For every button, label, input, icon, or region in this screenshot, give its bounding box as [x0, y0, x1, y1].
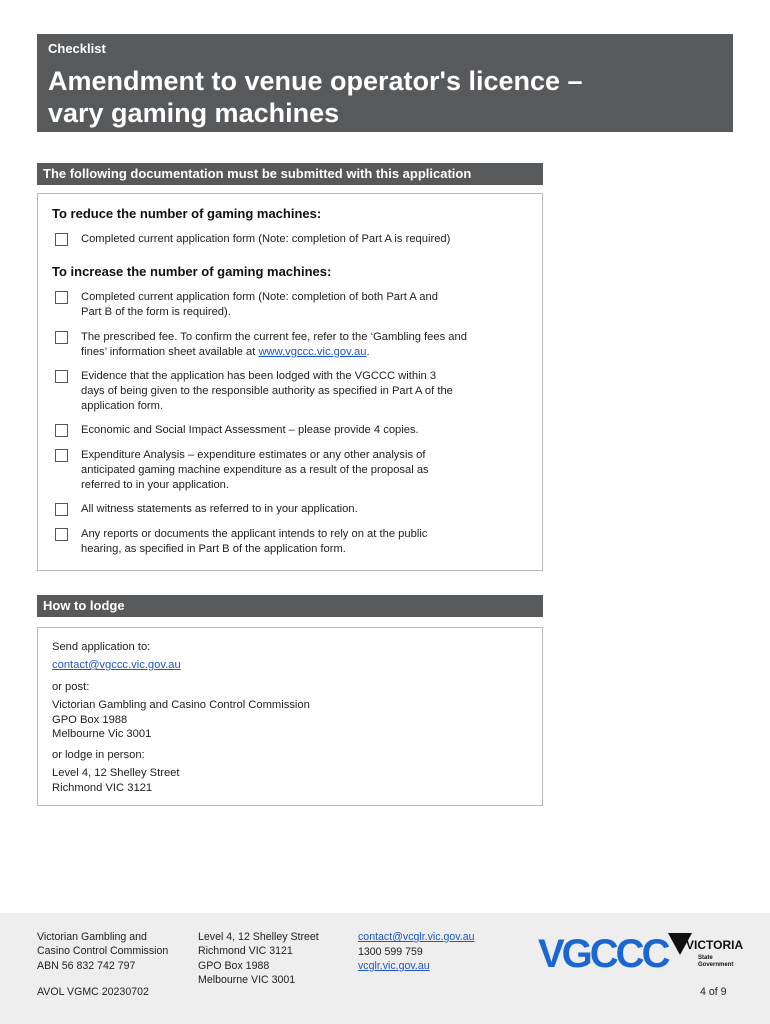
- checklist-item-text: Evidence that the application has been lodged with the VGCCC within 3 days of being given to the responsible authority as specified in Part A of the application form.: [81, 370, 453, 412]
- page-footer: [0, 913, 770, 1024]
- victoria-government-logo: [666, 931, 744, 976]
- reduce-heading: To reduce the number of gaming machines:: [52, 206, 322, 221]
- increase-heading: To increase the number of gaming machines:: [52, 264, 332, 279]
- person-heading: or lodge in person:: [52, 749, 145, 761]
- footer-phone: 1300 599 759: [358, 945, 423, 958]
- checklist-item-text: Completed current application form (Note: completion of both Part A and Part B of the form is required).: [81, 291, 438, 318]
- page-title-line-2: vary gaming machines: [48, 98, 340, 128]
- checklist-section-bar: The following documentation must be submitted with this application: [37, 163, 543, 185]
- svg-text:VICTORIA: VICTORIA: [686, 938, 744, 952]
- footer-doc-code: AVOL VGMC 20230702: [37, 986, 149, 998]
- checkbox[interactable]: [55, 449, 68, 462]
- checklist-box: [37, 193, 543, 571]
- header-kicker: Checklist: [48, 41, 106, 56]
- page-title: [48, 65, 708, 129]
- checkbox[interactable]: [55, 424, 68, 437]
- footer-email-link[interactable]: contact@vcglr.vic.gov.au: [358, 931, 475, 943]
- page-header: [37, 34, 733, 132]
- checklist-item-text: Expenditure Analysis – expenditure estimates or any other analysis of anticipated gaming machine expenditure as a result of the proposal as referred to in your application.: [81, 449, 429, 491]
- vgccc-logo-text: VGCCC: [538, 932, 668, 976]
- post-address: Victorian Gambling and Casino Control Commission GPO Box 1988 Melbourne Vic 3001: [52, 699, 310, 740]
- footer-address: Level 4, 12 Shelley Street Richmond VIC 3121 GPO Box 1988 Melbourne VIC 3001: [198, 931, 319, 986]
- svg-text:Government: Government: [698, 962, 734, 968]
- checklist-item-text: All witness statements as referred to in your application.: [81, 503, 358, 515]
- page-number: 4 of 9: [700, 986, 727, 998]
- send-heading: Send application to:: [52, 641, 151, 653]
- vgccc-logo: [538, 931, 668, 982]
- vgccc-website-link[interactable]: www.vgccc.vic.gov.au: [258, 346, 367, 358]
- checklist-item-text: Completed current application form (Note: completion of Part A is required): [81, 233, 451, 245]
- svg-text:State: State: [698, 955, 713, 961]
- checkbox[interactable]: [55, 331, 68, 344]
- page-title-line-1: Amendment to venue operator's licence –: [48, 66, 583, 96]
- checkbox[interactable]: [55, 233, 68, 246]
- lodge-box: [37, 627, 543, 806]
- footer-org: Victorian Gambling and Casino Control Commission ABN 56 832 742 797: [37, 931, 169, 972]
- footer-contact: [358, 931, 475, 974]
- checklist-item-text: The prescribed fee. To confirm the current fee, refer to the ‘Gambling fees and fines’ information sheet available at www.vgccc.vic.gov.au.: [81, 331, 467, 358]
- footer-website-link[interactable]: vcglr.vic.gov.au: [358, 960, 430, 972]
- lodge-email-link[interactable]: contact@vgccc.vic.gov.au: [52, 659, 181, 671]
- post-heading: or post:: [52, 681, 90, 693]
- checkbox[interactable]: [55, 291, 68, 304]
- lodge-section-bar: How to lodge: [37, 595, 543, 617]
- checklist-item-text: Economic and Social Impact Assessment – please provide 4 copies.: [81, 424, 419, 436]
- person-address: Level 4, 12 Shelley Street Richmond VIC 3121: [52, 767, 180, 794]
- checkbox[interactable]: [55, 503, 68, 516]
- checkbox[interactable]: [55, 370, 68, 383]
- checkbox[interactable]: [55, 528, 68, 541]
- checklist-item-text: Any reports or documents the applicant intends to rely on at the public hearing, as specified in Part B of the application form.: [81, 528, 428, 555]
